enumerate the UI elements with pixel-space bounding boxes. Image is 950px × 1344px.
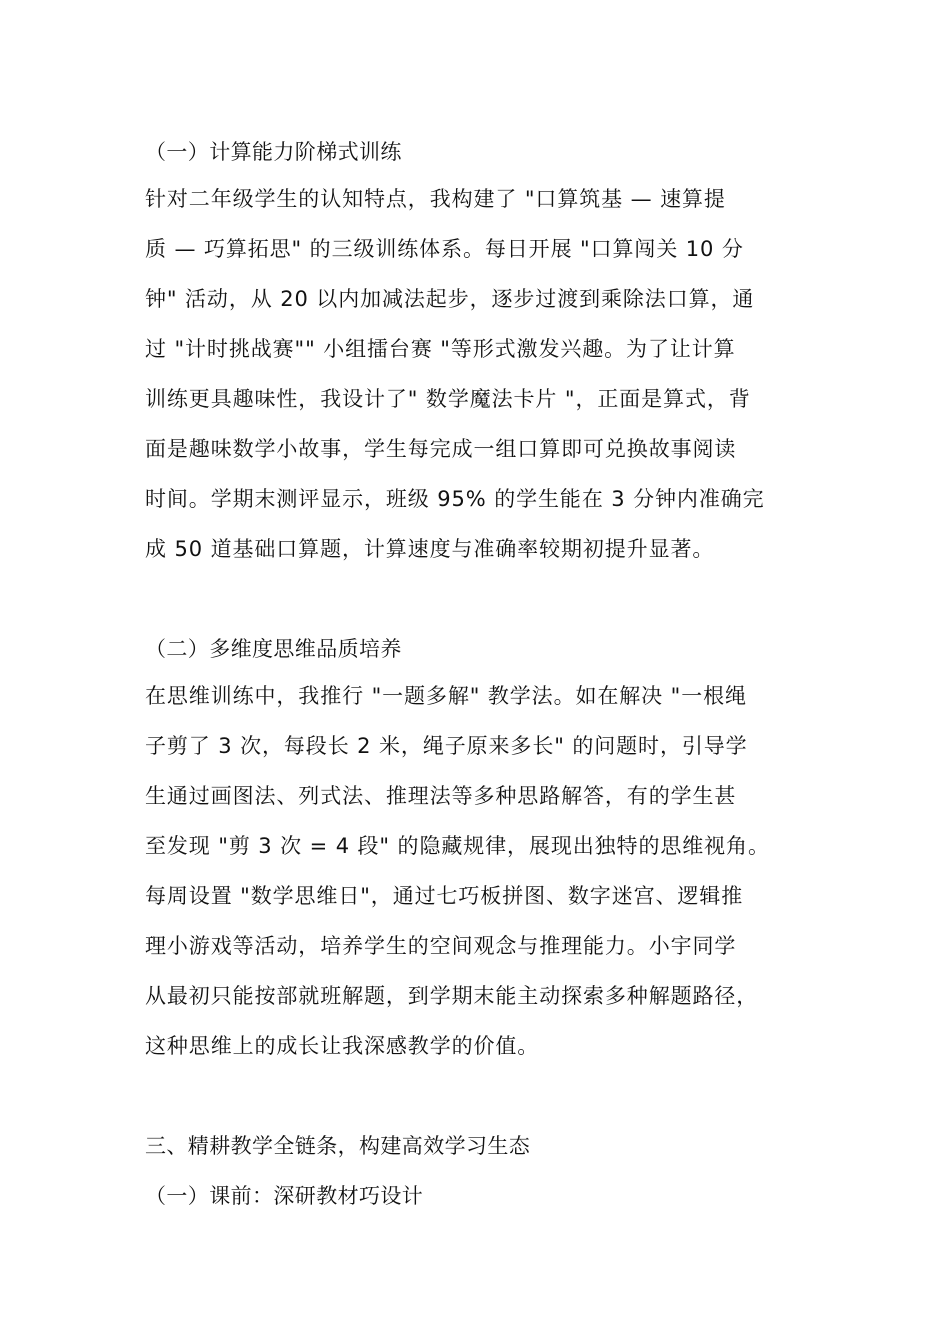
paragraph-line: 从最初只能按部就班解题，到学期末能主动探索多种解题路径，	[145, 984, 759, 1008]
paragraph-line: 过 "计时挑战赛"" 小组擂台赛 "等形式激发兴趣。为了让计算	[145, 337, 736, 361]
paragraph-line: 时间。学期末测评显示，班级 95% 的学生能在 3 分钟内准确完	[145, 487, 765, 511]
paragraph-line: 子剪了 3 次，每段长 2 米，绳子原来多长" 的问题时，引导学	[145, 734, 748, 758]
chapter-heading: 三、精耕教学全链条，构建高效学习生态	[145, 1134, 531, 1158]
paragraph-line: 理小游戏等活动，培养学生的空间观念与推理能力。小宇同学	[145, 934, 737, 958]
paragraph-line: 钟" 活动，从 20 以内加减法起步，逐步过渡到乘除法口算，通	[145, 287, 755, 311]
paragraph-line: 每周设置 "数学思维日"，通过七巧板拼图、数字迷宫、逻辑推	[145, 884, 744, 908]
paragraph-line: 生通过画图法、列式法、推理法等多种思路解答，有的学生甚	[145, 784, 737, 808]
paragraph-line: 这种思维上的成长让我深感教学的价值。	[145, 1034, 540, 1058]
paragraph-line: 成 50 道基础口算题，计算速度与准确率较期初提升显著。	[145, 537, 715, 561]
paragraph-line: 质 — 巧算拓思" 的三级训练体系。每日开展 "口算闯关 10 分	[145, 237, 744, 261]
paragraph-line: 面是趣味数学小故事，学生每完成一组口算即可兑换故事阅读	[145, 437, 737, 461]
paragraph-line: 训练更具趣味性，我设计了" 数学魔法卡片 "，正面是算式，背	[145, 387, 751, 411]
section-heading: （一）课前：深研教材巧设计	[145, 1184, 424, 1208]
paragraph-line: 针对二年级学生的认知特点，我构建了 "口算筑基 — 速算提	[145, 187, 726, 211]
paragraph-line: 至发现 "剪 3 次 = 4 段" 的隐藏规律，展现出独特的思维视角。	[145, 834, 770, 858]
section-heading: （二）多维度思维品质培养	[145, 637, 402, 661]
section-heading: （一）计算能力阶梯式训练	[145, 140, 402, 164]
paragraph-line: 在思维训练中，我推行 "一题多解" 教学法。如在解决 "一根绳	[145, 684, 747, 708]
